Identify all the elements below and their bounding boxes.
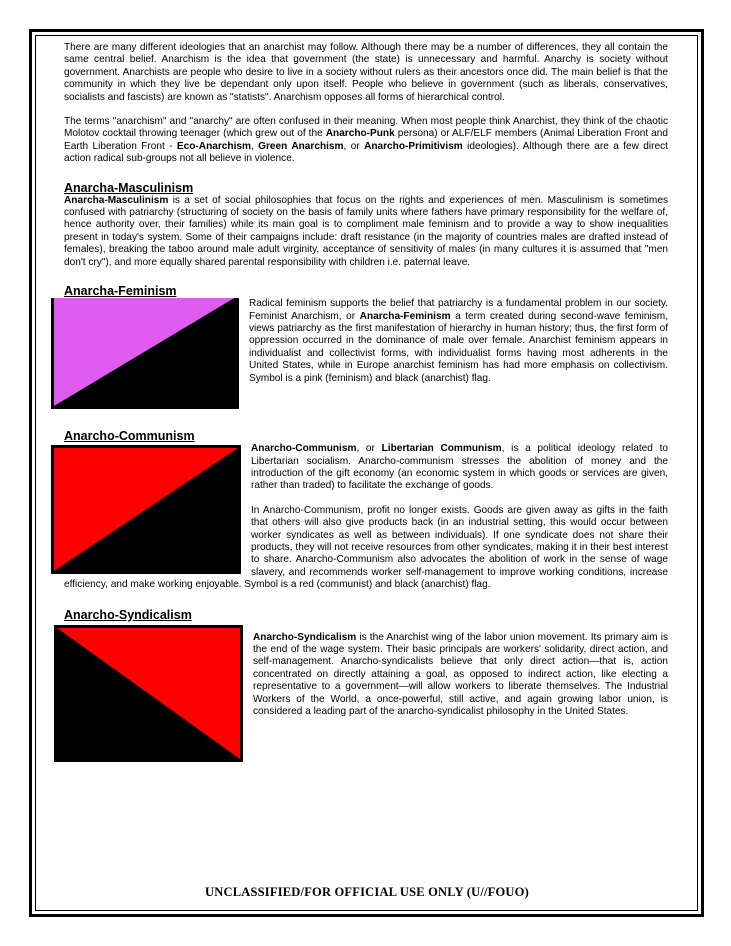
heading-anarcho-syndicalism: Anarcho-Syndicalism	[64, 607, 192, 622]
communism-paragraph-1: Anarcho-Communism, or Libertarian Communism, is a political ideology related to Libertarian socialism. Anarcho-communism stresses the abolition of money and the introduction of the gift economy (an economic system in which goods or services are given, rather than traded) to facilitate the exchange of goods.	[251, 443, 669, 492]
masculinism-paragraph: Anarcha-Masculinism is a set of social philosophies that focus on the rights and experiences of men. Masculinism is sometimes confused with patriarchy (structuring of society on the basis of family units where fathers have primary responsibility for the welfare of, hence authority over, their families) while its main goal is to compliment male feminism and to provide a way to show inequalities present in today's system. Some of their campaigns include: draft resistance (in the majority of countries males are drafted instead of females), breaking the taboo around male adult virginity, acceptance of sensitivity of males (in many cultures it is assumed that "men don't cry"), and more equally shared parental responsibility with children i.e. paternal leave.	[64, 194, 668, 268]
feminism-paragraph: Radical feminism supports the belief that patriarchy is a fundamental problem in our society. Feminist Anarchism, or Anarcha-Feminism a term created during second-wave feminism, views patriarchy as the first manifestation of hierarchy in human history; thus, the first form of oppression occurred in the dominance of male over female. Anarchist feminism appears in individualist and collectivist forms, with individualist forms having most adherents in the United States, while in Europe anarchist feminism has had more emphasis on collectivism. Symbol is a pink (feminism) and black (anarchist) flag.	[249, 298, 668, 384]
classification-footer: UNCLASSIFIED/FOR OFFICIAL USE ONLY (U//FOUO)	[205, 885, 529, 899]
communism-paragraph-2: In Anarcho-Communism, profit no longer exists. Goods are given away as gifts in the faith that others will also give products back (in an industrial setting, this would occur between worker syndicates as well as between individuals). If one syndicate does not share their products, they will not receive resources from other syndicates, making it in their best interest to share. Anarcho-Communism also advocates the abolition of work in the sense of wage slavery, and recommends worker self-management to improve working conditions, increase efficiency, and make working enjoyable. Symbol is a red (communist) and black (anarchist) flag.	[64, 504, 668, 591]
feminism-flag	[51, 298, 239, 409]
heading-anarcha-masculinism: Anarcha-Masculinism	[64, 180, 194, 195]
heading-anarcho-communism: Anarcho-Communism	[64, 429, 195, 444]
feminism-section	[51, 298, 668, 409]
intro-paragraph-2: The terms "anarchism" and "anarchy" are often confused in their meaning. When most people think Anarchist, they think of the chaotic Molotov cocktail throwing teenager (which grew out of the Anarcho-Punk persona) or ALF/ELF members (Animal Liberation Front and Earth Liberation Front - Eco-Anarchism, Green Anarchism, or Anarcho-Primitivism ideologies). Although there are a few direct action radical sub-groups not all believe in violence.	[64, 116, 668, 165]
heading-anarcha-feminism: Anarcha-Feminism	[64, 284, 177, 299]
document-body	[64, 42, 668, 762]
syndicalism-flag	[54, 625, 243, 762]
syndicalism-paragraph: Anarcho-Syndicalism is the Anarchist wing of the labor union movement. Its primary aim is the end of the wage system. Their basic principals are workers' solidarity, direct action, and self-management. Anarcho-syndicalists believe that only direct action—that is, action concentrated on directly attaining a goal, as opposed to indirect action, like electing a representative to a government—will allow workers to liberate themselves. The Industrial Workers of the World, a once-powerful, still active, and again growing labor union, is considered a leading part of the anarcho-syndicalist philosophy in the United States.	[253, 631, 668, 717]
communism-section	[51, 443, 668, 591]
syndicalism-section	[54, 622, 668, 762]
intro-paragraph-1: There are many different ideologies that an anarchist may follow. Although there may be a number of differences, they all contain the same central belief. Anarchism is the idea that government (the state) is unnecessary and harmful. Anarchy is society without government. Anarchists are people who desire to live in a society without rulers as their ancestors once did. The main belief is that the community in which they live be dependant only upon itself. People who believe in government (such as liberals, conservatives, socialists and fascists) are known as "statists". Anarchism opposes all forms of hierarchical control.	[64, 42, 668, 103]
communism-flag	[51, 445, 241, 574]
